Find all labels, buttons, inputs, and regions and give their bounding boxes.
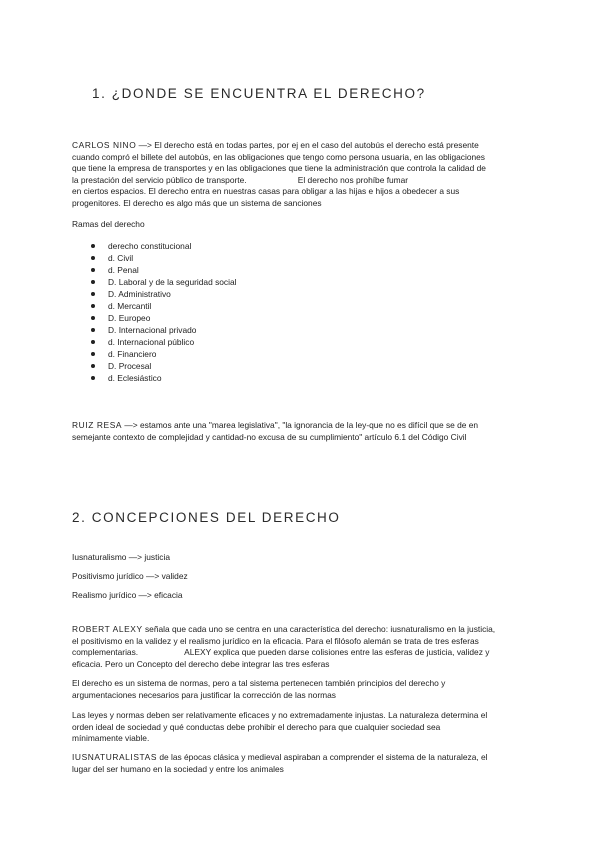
bullet-icon	[91, 304, 95, 308]
sistema-paragraph	[72, 678, 532, 701]
nino-line: —> El derecho está en todas partes, por ej en el caso del autobús el derecho está presente	[136, 140, 479, 150]
iusnaturalistas-name: IUSNATURALISTAS	[72, 752, 158, 762]
list-item: d. Civil	[72, 252, 237, 264]
nino-name: CARLOS NINO	[72, 140, 137, 150]
concepcion-realismo: Realismo jurídico —> eficacia	[72, 590, 183, 600]
nino-line: la prestación del servicio público de transporte. El derecho nos prohíbe fumar	[72, 174, 409, 185]
leyes-line: Las leyes y normas deben ser relativamente eficaces y no extremadamente injustas. La naturaleza determina el	[72, 710, 488, 720]
alexy-line: eficacia. Pero un Concepto del derecho debe integrar las tres esferas	[72, 658, 330, 669]
list-item: d. Penal	[72, 264, 237, 276]
bullet-icon	[91, 352, 95, 356]
bullet-icon	[91, 256, 95, 260]
nino-line: que tiene la empresa de transportes y en las obligaciones que tiene la administración que controla la calidad de	[72, 163, 486, 174]
section-2-title: 2. CONCEPCIONES DEL DERECHO	[72, 510, 341, 525]
list-item: derecho constitucional	[72, 240, 237, 252]
list-item: D. Europeo	[72, 312, 237, 324]
ramas-label: Ramas del derecho	[72, 219, 145, 229]
iusnaturalistas-paragraph	[72, 752, 532, 775]
section-1-title: 1. ¿DONDE SE ENCUENTRA EL DERECHO?	[92, 86, 426, 101]
leyes-line: orden ideal de sociedad y qué conductas debe prohibir el derecho para que cualquier sociedad sea	[72, 721, 441, 732]
concepcion-iusnaturalismo: Iusnaturalismo —> justicia	[72, 552, 170, 562]
list-item: D. Administrativo	[72, 288, 237, 300]
nino-line: cuando compró el billete del autobús, en las obligaciones que tengo como persona usuaria, en las obligaciones	[72, 151, 485, 162]
ruiz-name: RUIZ RESA	[72, 420, 123, 430]
alexy-paragraph	[72, 624, 532, 670]
sistema-line: El derecho es un sistema de normas, pero a tal sistema pertenecen también principios del derecho y	[72, 678, 446, 688]
bullet-icon	[91, 244, 95, 248]
list-item: D. Procesal	[72, 360, 237, 372]
ius-line: de las épocas clásica y medieval aspiraban a comprender el sistema de la naturaleza, el	[157, 752, 488, 762]
alexy-line: el positivismo en la validez y el realismo jurídico en la eficacia. Para el filósofo alemán se trata de tres esferas	[72, 635, 479, 646]
sistema-line: argumentaciones necesarios para justificar la corrección de las normas	[72, 689, 336, 700]
leyes-line: mínimamente viable.	[72, 733, 150, 744]
list-item: d. Internacional público	[72, 336, 237, 348]
list-item: d. Eclesiástico	[72, 372, 237, 384]
list-item: d. Mercantil	[72, 300, 237, 312]
bullet-icon	[91, 364, 95, 368]
alexy-line: complementarias. ALEXY explica que pueden darse colisiones entre las esferas de justicia, validez y	[72, 647, 490, 658]
ruiz-line: semejante contexto de complejidad y cantidad-no excusa de su cumplimiento" artículo 6.1 del Código Civil	[72, 431, 467, 442]
bullet-icon	[91, 340, 95, 344]
list-item: d. Financiero	[72, 348, 237, 360]
ramas-list	[72, 240, 237, 384]
concepcion-positivismo: Positivismo jurídico —> validez	[72, 571, 188, 581]
nino-line: en ciertos espacios. El derecho entra en nuestras casas para obligar a las hijas e hijos a obedecer a sus	[72, 186, 460, 197]
ius-line: lugar del ser humano en la sociedad y entre los animales	[72, 763, 284, 774]
list-item: D. Internacional privado	[72, 324, 237, 336]
list-item: D. Laboral y de la seguridad social	[72, 276, 237, 288]
leyes-paragraph	[72, 710, 532, 745]
bullet-icon	[91, 328, 95, 332]
ruiz-paragraph	[72, 420, 532, 443]
bullet-icon	[91, 316, 95, 320]
bullet-icon	[91, 376, 95, 380]
bullet-icon	[91, 280, 95, 284]
bullet-icon	[91, 292, 95, 296]
bullet-icon	[91, 268, 95, 272]
nino-paragraph	[72, 140, 532, 210]
alexy-name: ROBERT ALEXY	[72, 624, 143, 634]
alexy-line: señala que cada uno se centra en una característica del derecho: iusnaturalismo en la justicia,	[142, 624, 496, 634]
nino-line: progenitores. El derecho es algo más que un sistema de sanciones	[72, 197, 322, 208]
ruiz-line: —> estamos ante una "marea legislativa", "la ignorancia de la ley-que no es difícil que se de en	[122, 420, 479, 430]
